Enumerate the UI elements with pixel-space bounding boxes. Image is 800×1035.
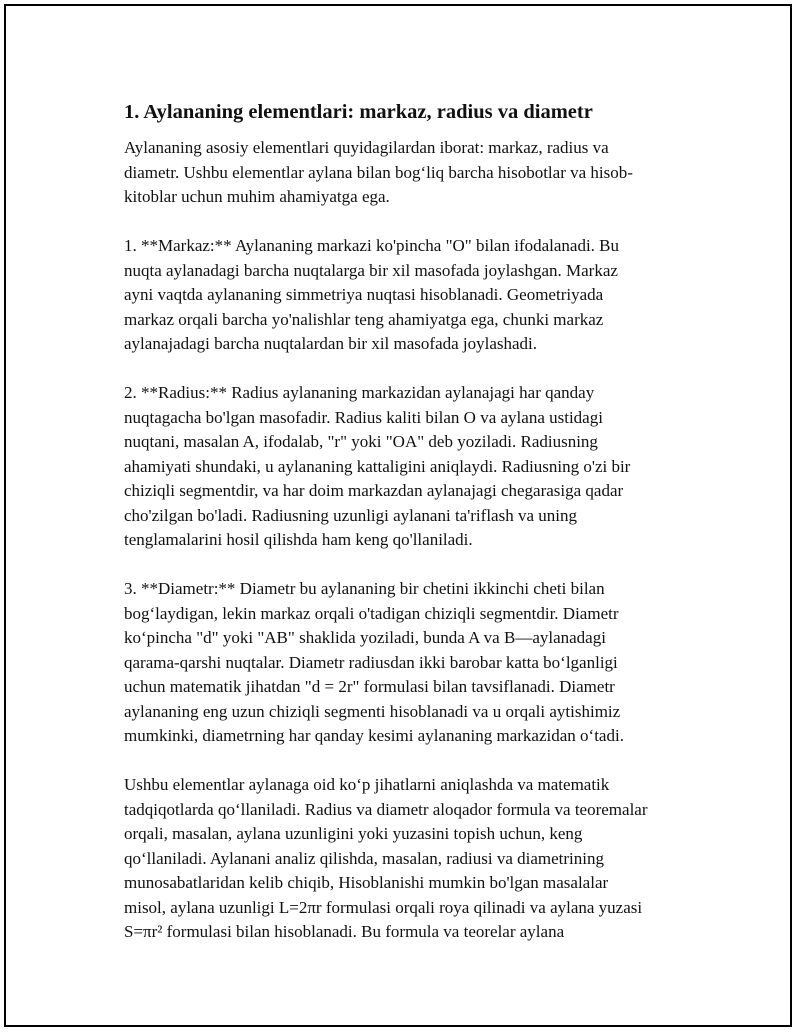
- text-line: cho'zilgan bo'ladi. Radiusning uzunligi aylanani ta'riflash va uning: [124, 505, 577, 525]
- text-line: nuqtagacha bo'lgan masofadir. Radius kaliti bilan O va aylana ustidagi: [124, 407, 603, 427]
- text-line: nuqtani, masalan A, ifodalab, "r" yoki "OA" deb yoziladi. Radiusning: [124, 432, 598, 451]
- document-body: [124, 100, 684, 969]
- page-frame: [4, 4, 792, 1027]
- text-line: Aylananing asosiy elementlari quyidagilardan iborat: markaz, radius va: [124, 138, 609, 157]
- text-line: chiziqli segmentdir, va har doim markazdan aylanajagi chegarasiga qadar: [124, 481, 624, 500]
- text-line: qo‘llaniladi. Aylanani analiz qilishda, masalan, radiusi va diametrining: [124, 848, 604, 868]
- text-line: aylananing eng uzun chiziqli segmenti hisoblanadi va u orqali aytishimiz: [124, 701, 621, 721]
- markaz-paragraph: [124, 234, 684, 357]
- text-line: kitoblar uchun muhim ahamiyatga ega.: [124, 187, 390, 206]
- text-line: ahamiyati shundaki, u aylananing kattaligini aniqlaydi. Radiusning o'zi bir: [124, 456, 631, 476]
- text-line: mumkinki, diametrning har qanday kesimi aylananing markazidan o‘tadi.: [124, 726, 624, 745]
- text-line: 1. **Markaz:** Aylananing markazi ko'pincha "O" bilan ifodalanadi. Bu: [124, 236, 620, 255]
- text-line: diametr. Ushbu elementlar aylana bilan bog‘liq barcha hisobotlar va hisob-: [124, 162, 633, 182]
- text-line: bog‘laydigan, lekin markaz orqali o'tadigan chiziqli segmentdir. Diametr: [124, 603, 619, 623]
- text-line: ko‘pincha "d" yoki "AB" shaklida yoziladi, bunda A va B—aylanadagi: [124, 628, 606, 647]
- text-line: 3. **Diametr:** Diametr bu aylananing bir chetini ikkinchi cheti bilan: [124, 579, 605, 598]
- text-line: 2. **Radius:** Radius aylananing markazidan aylanajagi har qanday: [124, 383, 595, 402]
- intro-paragraph: [124, 136, 684, 210]
- radius-paragraph: [124, 381, 684, 553]
- text-line: markaz orqali barcha yo'nalishlar teng ahamiyatga ega, chunki markaz: [124, 309, 604, 329]
- text-line: tenglamalarini hosil qilishda ham keng qo'llaniladi.: [124, 530, 473, 549]
- diametr-paragraph: [124, 577, 684, 749]
- text-line: tadqiqotlarda qo‘llaniladi. Radius va diametr aloqador formula va teoremalar: [124, 799, 648, 819]
- section-title: 1. Aylananing elementlari: markaz, radius va diametr: [124, 101, 593, 123]
- text-line: Ushbu elementlar aylanaga oid ko‘p jihatlarni aniqlashda va matematik: [124, 775, 610, 794]
- text-line: orqali, masalan, aylana uzunligini yoki yuzasini topish uchun, keng: [124, 824, 583, 843]
- text-line: nuqta aylanadagi barcha nuqtalarga bir xil masofada joylashgan. Markaz: [124, 260, 618, 280]
- text-line: munosabatlaridan kelib chiqib, Hisoblanishi mumkin bo'lgan masalalar: [124, 873, 609, 892]
- text-line: aylanajadagi barcha nuqtalardan bir xil masofada joylashadi.: [124, 334, 538, 353]
- text-line: qarama-qarshi nuqtalar. Diametr radiusdan ikki barobar katta bo‘lganligi: [124, 652, 618, 672]
- text-line: S=πr² formulasi bilan hisoblanadi. Bu formula va teorelar aylana: [124, 922, 565, 941]
- text-line: ayni vaqtda aylananing simmetriya nuqtasi hisoblanadi. Geometriyada: [124, 285, 604, 304]
- text-line: uchun matematik jihatdan "d = 2r" formulasi bilan tavsiflanadi. Diametr: [124, 677, 615, 696]
- summary-paragraph: [124, 773, 684, 945]
- text-line: misol, aylana uzunligi L=2πr formulasi orqali roya qilinadi va aylana yuzasi: [124, 897, 643, 917]
